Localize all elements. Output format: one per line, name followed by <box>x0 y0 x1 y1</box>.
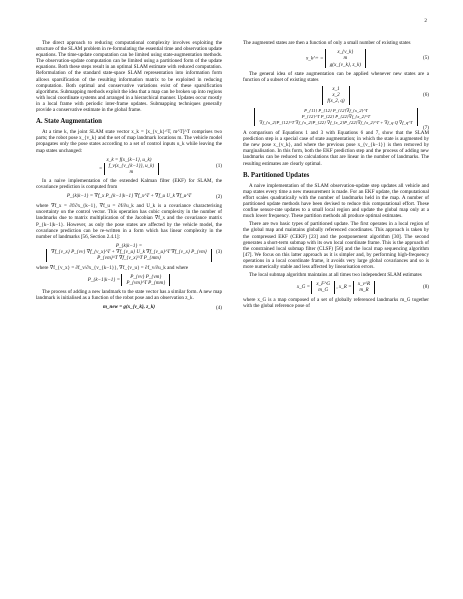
equation-5-lhs: x_k^+ = <box>306 55 324 62</box>
equation-1-line1: x_k = f(x_{k−1}, u_k) <box>106 156 152 163</box>
paragraph-r7: where x_G is a map composed of a set of globally referenced landmarks m_G together with the global reference pose of <box>243 296 429 309</box>
equation-3-matrix <box>46 249 212 261</box>
equation-5-vector <box>325 49 366 68</box>
equation-2 <box>36 193 222 200</box>
paragraph-r4: A naive implementation of the SLAM observation-update step updates all vehicle and map states every time a new measurement is made. For an EKF update, the computational effort scales quadratically with the number of landmarks held in the map. A number of partitioned update methods have been devised to reduce this computational effort. These confine sensor-rate updates to a small local region and update the global map only at a much lower frequency. These partition methods all produce optimal estimates. <box>243 182 429 220</box>
equation-3-row1: ∇f_{v_x} P_{vv} ∇f_{v_x}^T + ∇f_{v_u} U_k ∇f_{v_u}^T ∇f_{v_x} P_{vm} <box>51 249 207 256</box>
equation-8-vector-g <box>311 281 335 293</box>
equation-5-number: (5) <box>423 55 429 62</box>
equation-3-number: (3) <box>216 249 222 256</box>
equation-7 <box>243 107 429 132</box>
equation-2-body: P_{k|k−1} = ∇f_x P_{k−1|k−1} ∇f_x^T + ∇f_u U_k ∇f_u^T <box>66 193 192 200</box>
equation-6-row2: x_2 <box>332 92 340 99</box>
equation-1-vector <box>104 163 160 175</box>
paragraph-a5: The process of adding a new landmark to the state vector has a similar form. A new map landmark is initialised as a function of the robot pose and an observation z_k. <box>36 289 222 302</box>
paragraph-a4: where ∇f_{v_x} = ∂f_v/∂x_{v_{k−1}}, ∇f_{v_u} = ∂f_v/∂u_k and where <box>36 264 189 271</box>
equation-3b-row1: P_{vv} P_{vm} <box>130 273 162 280</box>
paragraph-r3: A comparison of Equations 1 and 3 with Equations 6 and 7, show that the SLAM prediction step is a special case of state augmentation; in which the state is augmented by the new pose x_{v_k}, and where the previous pose x_{v_{k−1}} is then removed by marginalisation. In this form, both the EKF prediction step and the process of adding new landmarks can be reduced to calculations that are linear in the number of landmarks. The resulting estimates are clearly optimal. <box>243 130 429 167</box>
equation-8-r-row1: x_v^R <box>357 281 371 288</box>
equation-8-g-row1: x_F^G <box>316 281 331 288</box>
section-heading-partitioned-updates: B. Partitioned Updates <box>243 171 310 179</box>
equation-4 <box>36 304 222 311</box>
equation-1 <box>36 157 222 176</box>
equation-1-top: f_v(x_{v_{k−1}}, u_k) <box>108 162 155 169</box>
equation-5-row2: m <box>343 55 348 62</box>
equation-5 <box>243 49 429 68</box>
equation-8-lhs-g: x_G = <box>296 284 311 291</box>
equation-1-bottom: m <box>129 168 134 175</box>
equation-7-row1: P_{11} P_{12} P_{12}∇f_{x_2}^T <box>304 107 368 113</box>
equation-8-r-row2: m_R <box>359 287 369 294</box>
equation-6 <box>243 86 429 105</box>
equation-7-row3: ∇f_{x_2}P_{12}^T ∇f_{x_2}P_{22} ∇f_{x_2}P_{22}∇f_{x_2}^T + ∇f_q Q ∇f_q^T <box>259 119 413 125</box>
equation-6-vector <box>322 86 349 105</box>
equation-3b-row2: P_{vm}^T P_{mm} <box>126 279 166 286</box>
page-number: 2 <box>424 18 427 24</box>
equation-6-number: (6) <box>423 92 429 99</box>
paragraph-r2: The general idea of state augmentation can be applied whenever new states are a function of a subset of existing states <box>243 70 429 83</box>
equation-1-equals: = <box>98 165 103 172</box>
paragraph-r6: The local submap algorithm maintains at all times two independent SLAM estimates <box>249 272 422 279</box>
paragraph-r5: There are two basic types of partitioned update. The first operates in a local region of the global map and maintains globally referenced coordinates. This approach is taken by the compressed EKF (CEKF) [23] and the postponement algorithm [30]. The second generates a short-term submap with its own local coordinate frame. This is the approach of the constrained local submap filter (CLSF) [56] and the local map sequencing algorithm [47]. We focus on this latter approach as it is simpler and, by performing high-frequency operations in a local coordinate frame, it avoids very large global covariances and so is more numerically stable and less affected by linearisation errors. <box>243 221 429 270</box>
equation-8-lhs-r: , x_R = <box>336 284 352 291</box>
intro-paragraph: The direct approach to reducing computational complexity involves exploiting the structure of the SLAM problem in re-formulating the essential time and observation update equations. The time-update computation can be limited using state-augmentation methods. The observation-update computation can be limited using a partitioned form of the update equations. Both these steps result in an optimal SLAM estimate with reduced computation. Reformulation of the standard state-space SLAM representation into information form allows sparsification of the resulting information matrix to be exploited in reducing computation. Both optimal and conservative variations exist of these sparsification algorithms. Submapping methods exploit the idea that a map can be broken up into regions with local coordinate systems and arranged in a hierarchical manner. Updates occur mostly in a local frame with periodic inter-frame updates. Submapping techniques generally provide a conservative estimate in the global frame. <box>36 40 222 114</box>
equation-1-number: (1) <box>216 162 222 169</box>
equation-5-row3: g(x_{v_k}, z_k) <box>329 61 361 68</box>
equation-6-row1: x_1 <box>332 85 340 92</box>
equation-4-number: (4) <box>216 304 222 311</box>
equation-2-number: (2) <box>216 193 222 200</box>
equation-7-matrix <box>254 108 417 127</box>
equation-7-number: (7) <box>423 125 429 132</box>
equation-3-row2: P_{vm}^T ∇f_{v_x}^T P_{mm} <box>97 255 161 262</box>
equation-3b <box>36 274 222 286</box>
equation-3b-lhs: P_{k−1|k−1} = <box>87 276 121 283</box>
equation-8-vector-r <box>353 281 375 293</box>
equation-6-row3: f(x_2, q) <box>327 98 345 105</box>
paragraph-a2: In a naive implementation of the extended Kalman filter (EKF) for SLAM, the covariance prediction is computed from <box>36 178 222 191</box>
equation-3 <box>36 243 222 262</box>
equation-3b-matrix <box>121 274 170 286</box>
paragraph-r1: The augmented states are then a function of only a small number of existing states <box>243 40 411 46</box>
paragraph-a3: where ∇f_x = ∂f/∂x_{k−1}, ∇f_u = ∂f/∂u_k and U_k is a covariance characterising uncertainty on the control vector. This operation has cubic complexity in the number of landmarks due to matrix multiplication of the Jacobian ∇f_x and the covariance matrix P_{k−1|k−1}. However, as only the pose states are affected by the vehicle model, the covariance prediction can be re-written in a form which has linear complexity in the number of landmarks [56, Section 2.4.1]: <box>36 203 222 240</box>
equation-7-row2: P_{12}^T P_{22} P_{22}∇f_{x_2}^T <box>301 113 371 119</box>
equation-3-lhs: P_{k|k−1} = <box>115 242 143 249</box>
section-heading-state-augmentation: A. State Augmentation <box>36 118 102 126</box>
equation-8-number: (8) <box>423 284 429 291</box>
equation-8-g-row2: m_G <box>318 287 329 294</box>
paragraph-a1: At a time k, the joint SLAM state vector x_k = [x_{v_k}^T, m^T]^T comprises two parts; the robot pose x_{v_k} and the set of map landmark locations m. The vehicle model propagates only the pose states according to a set of control inputs u_k while leaving the map states unchanged: <box>36 129 222 154</box>
equation-5-row1: x_{v_k} <box>337 49 354 56</box>
equation-4-body: m_new = g(x_{v_k}, z_k) <box>102 304 155 311</box>
equation-8 <box>243 281 429 293</box>
left-column <box>36 40 222 314</box>
right-column <box>243 40 429 311</box>
